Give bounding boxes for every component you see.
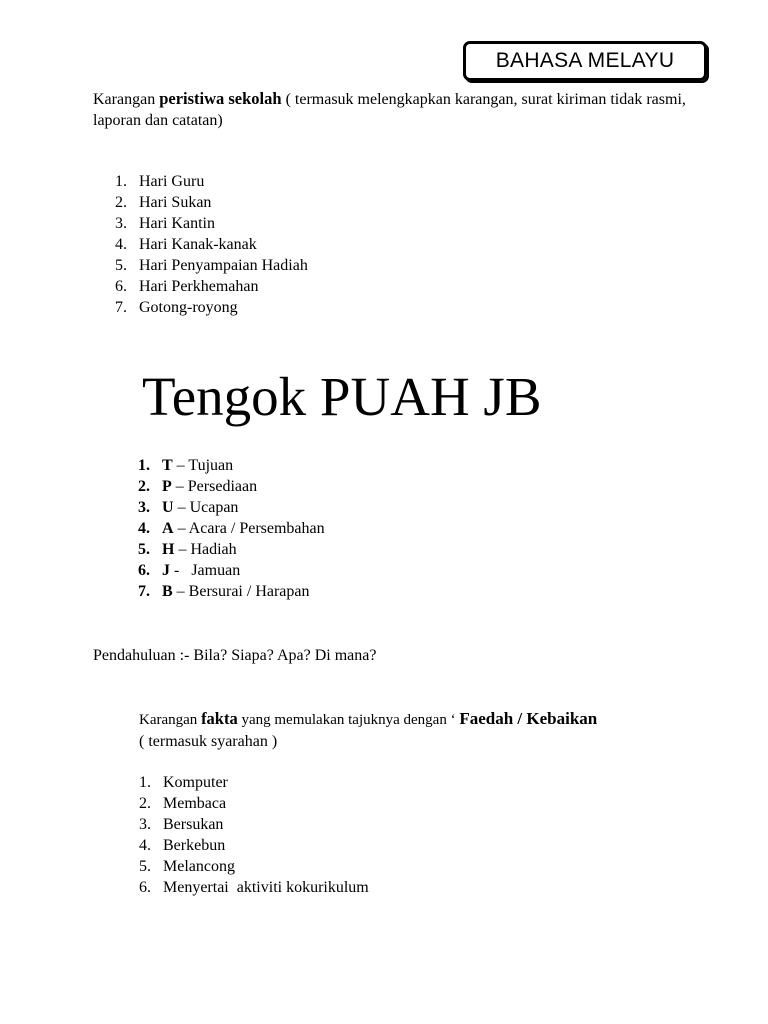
list-item: [115, 255, 308, 276]
list-number: 2.: [139, 795, 151, 812]
list-item: [138, 476, 325, 497]
list-item: [115, 192, 308, 213]
mnemonic-letter: P: [162, 478, 172, 495]
list-text: Hari Kanak-kanak: [139, 236, 257, 253]
event-list: [115, 171, 308, 318]
list-text: – Bersurai / Harapan: [172, 583, 310, 600]
list-number: 3.: [138, 499, 150, 516]
list-item: [138, 518, 325, 539]
intro-prefix: Karangan: [93, 91, 160, 108]
subject-badge-label: BAHASA MELAYU: [495, 49, 675, 72]
list-text: Hari Penyampaian Hadiah: [139, 257, 308, 274]
fakta-bold: fakta: [201, 709, 238, 728]
list-item: [139, 877, 369, 898]
list-text: - Jamuan: [170, 562, 241, 579]
list-number: 4.: [139, 837, 151, 854]
intro-rest: ( termasuk melengkapkan karangan, surat kiriman tidak rasmi, laporan dan catatan): [93, 91, 686, 129]
list-item: [138, 539, 325, 560]
list-item: [115, 213, 308, 234]
list-text: Hari Guru: [139, 173, 205, 190]
list-number: 7.: [115, 299, 127, 316]
mnemonic-letter: T: [162, 457, 173, 474]
intro-bold: peristiwa sekolah: [159, 89, 282, 108]
list-text: Berkebun: [163, 837, 226, 854]
list-number: 5.: [138, 541, 150, 558]
list-item: [138, 497, 325, 518]
list-item: [115, 276, 308, 297]
list-number: 4.: [138, 520, 150, 537]
list-text: – Ucapan: [173, 499, 239, 516]
mnemonic-list: [138, 455, 325, 602]
mnemonic-letter: U: [162, 499, 174, 516]
list-text: – Acara / Persembahan: [173, 520, 325, 537]
fakta-heading: [139, 708, 739, 731]
list-number: 5.: [115, 257, 127, 274]
list-number: 6.: [138, 562, 150, 579]
mnemonic-letter: A: [162, 520, 174, 537]
fakta-subheading: ( termasuk syarahan ): [139, 733, 278, 750]
list-text: Membaca: [163, 795, 227, 812]
list-item: [139, 856, 369, 877]
list-number: 3.: [139, 816, 151, 833]
fakta-prefix: Karangan: [139, 712, 202, 728]
list-item: [139, 814, 369, 835]
list-text: Hari Kantin: [139, 215, 215, 232]
fakta-topic: Faedah / Kebaikan: [459, 709, 598, 728]
list-item: [139, 772, 369, 793]
fakta-paragraph: [139, 708, 739, 752]
list-number: 7.: [138, 583, 150, 600]
list-item: [115, 297, 308, 318]
mnemonic-title: Tengok PUAH JB: [142, 366, 542, 427]
list-number: 1.: [115, 173, 127, 190]
list-text: – Persediaan: [171, 478, 258, 495]
list-item: [138, 560, 325, 581]
fakta-middle: yang memulakan tajuknya dengan ‘: [237, 712, 460, 728]
list-text: Gotong-royong: [139, 299, 238, 316]
list-number: 6.: [115, 278, 127, 295]
list-number: 5.: [139, 858, 151, 875]
mnemonic-letter: B: [162, 583, 173, 600]
list-item: [138, 455, 325, 476]
list-item: [115, 171, 308, 192]
list-number: 4.: [115, 236, 127, 253]
list-item: [139, 793, 369, 814]
list-item: [139, 835, 369, 856]
list-item: [138, 581, 325, 602]
benefit-list: [139, 772, 369, 898]
list-number: 2.: [115, 194, 127, 211]
list-text: – Hadiah: [174, 541, 237, 558]
list-text: Hari Perkhemahan: [139, 278, 259, 295]
list-number: 6.: [139, 879, 151, 896]
list-number: 2.: [138, 478, 150, 495]
list-text: Komputer: [163, 774, 228, 791]
list-text: Menyertai aktiviti kokurikulum: [163, 879, 369, 896]
list-text: Hari Sukan: [139, 194, 212, 211]
list-text: Melancong: [163, 858, 235, 875]
mnemonic-letter: H: [162, 541, 175, 558]
subject-badge: [463, 41, 707, 81]
list-number: 1.: [138, 457, 150, 474]
list-item: [115, 234, 308, 255]
introduction-note: Pendahuluan :- Bila? Siapa? Apa? Di mana?: [93, 647, 377, 664]
list-text: – Tujuan: [172, 457, 234, 474]
list-text: Bersukan: [163, 816, 224, 833]
intro-paragraph: [93, 88, 693, 131]
list-number: 3.: [115, 215, 127, 232]
list-number: 1.: [139, 774, 151, 791]
mnemonic-letter: J: [162, 562, 170, 579]
